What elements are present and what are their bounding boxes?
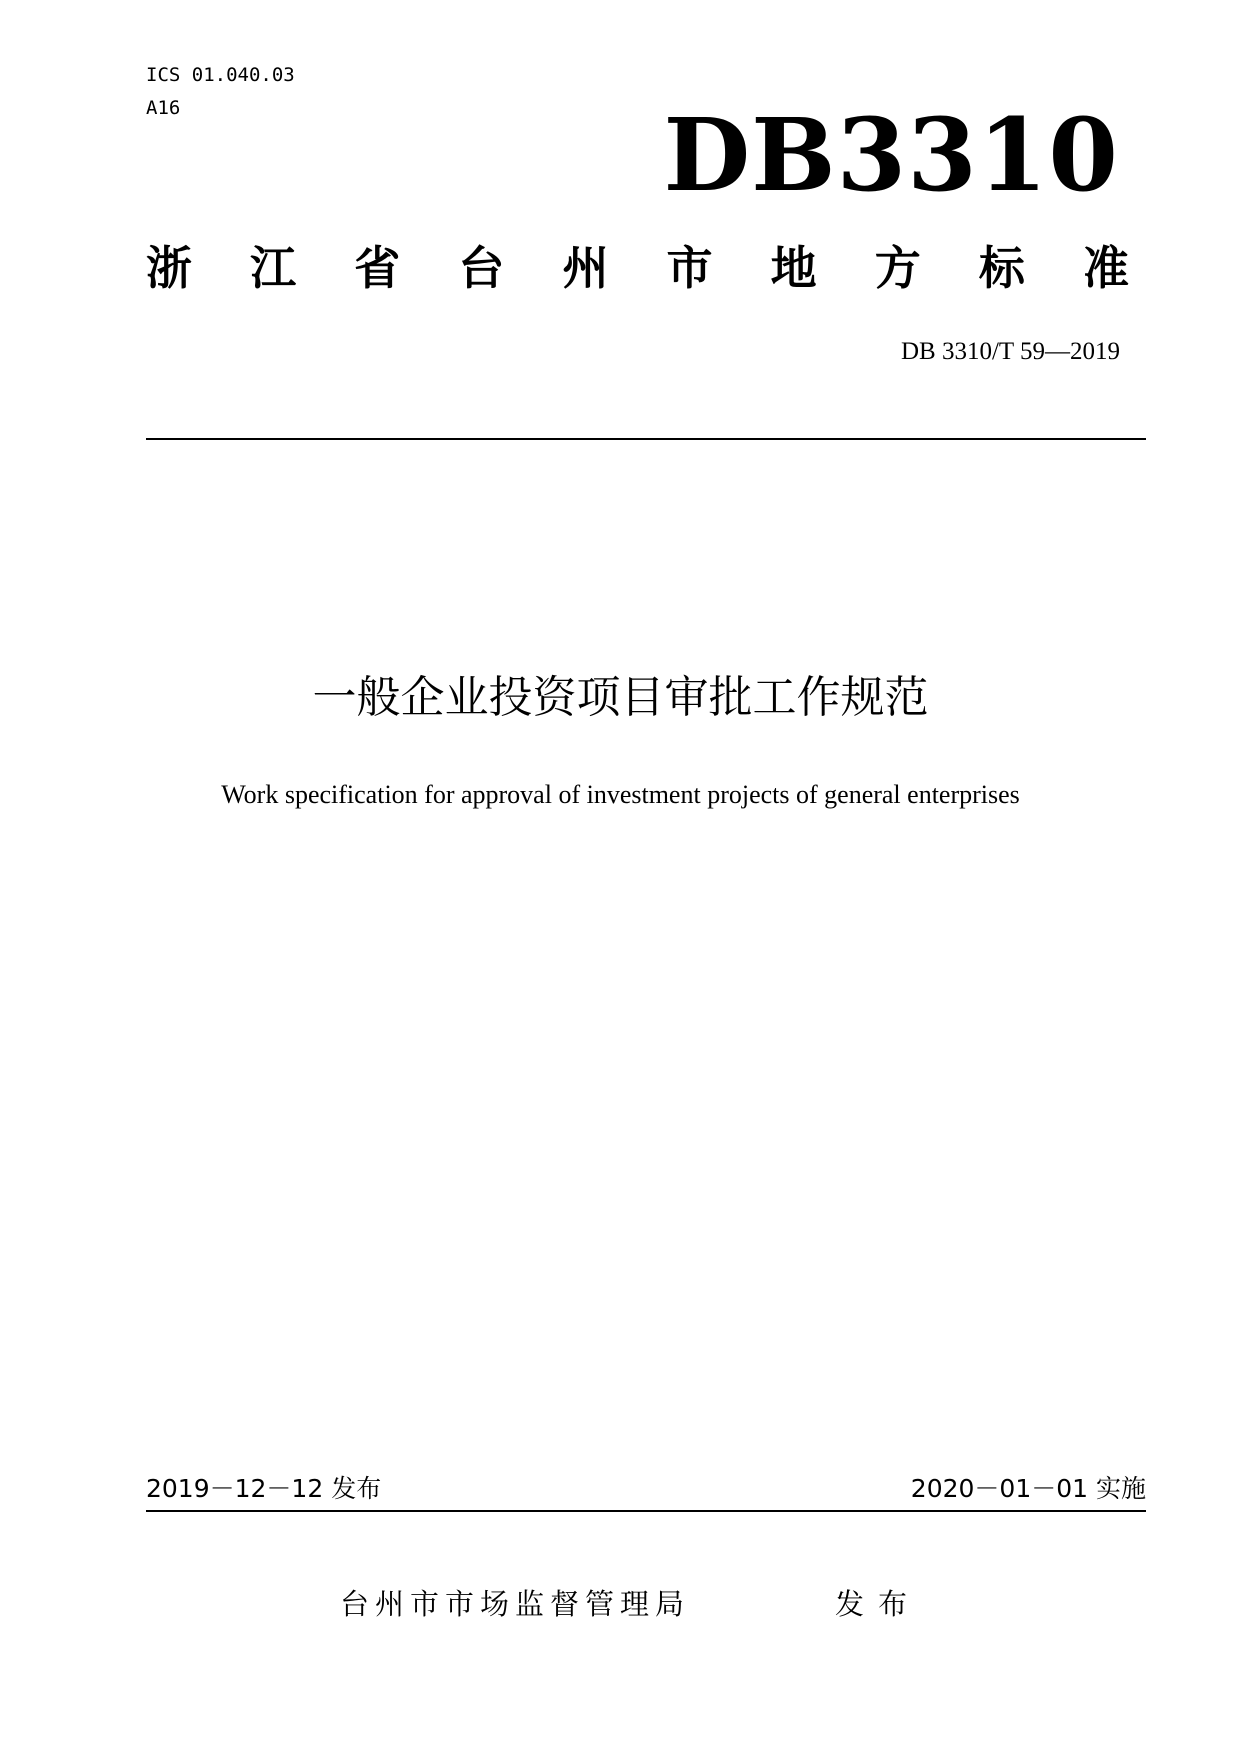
standard-type-char: 方	[874, 241, 921, 295]
bottom-divider	[146, 1510, 1146, 1512]
standard-type-char: 州	[562, 241, 609, 295]
standard-type-char: 省	[354, 241, 401, 295]
standard-type-char: 标	[978, 241, 1025, 295]
standard-type-char: 地	[770, 241, 817, 295]
standard-type-char: 市	[666, 241, 713, 295]
standard-logo-code: DB3310	[663, 96, 1119, 214]
standard-type-char: 江	[250, 241, 297, 295]
document-title-english: Work specification for approval of investment projects of general enterprises	[221, 780, 1020, 809]
issue-date: 2019－12－12 发布	[146, 1474, 382, 1503]
standard-type-heading	[146, 238, 1129, 298]
standard-number: DB 3310/T 59—2019	[901, 338, 1120, 365]
publisher-name: 台州市市场监督管理局	[340, 1587, 691, 1621]
standard-type-char: 准	[1082, 241, 1129, 295]
publish-label: 发布	[835, 1587, 922, 1621]
standard-type-char: 浙	[146, 241, 192, 295]
implementation-date: 2020－01－01 实施	[910, 1474, 1146, 1503]
ccs-code: A16	[146, 97, 181, 119]
top-divider	[146, 438, 1146, 440]
ics-code: ICS 01.040.03	[146, 64, 295, 86]
standard-type-char: 台	[458, 241, 505, 295]
document-title-chinese: 一般企业投资项目审批工作规范	[312, 672, 929, 723]
